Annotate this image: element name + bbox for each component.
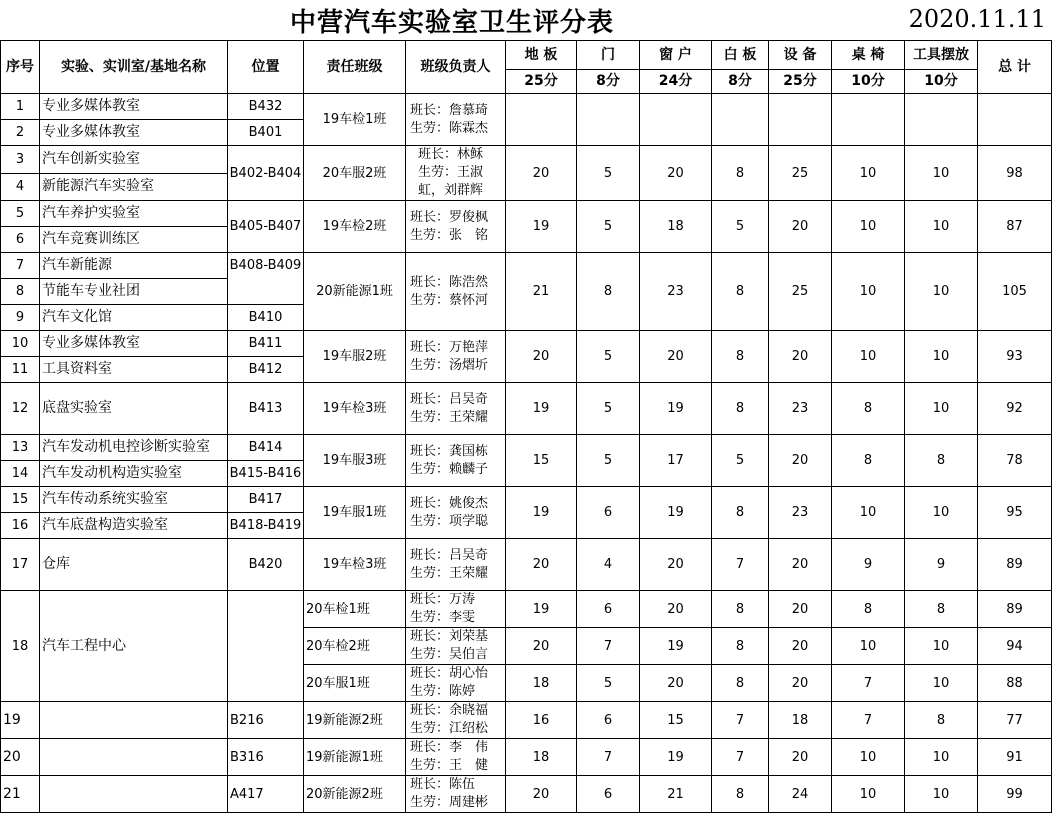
leader-line: 生劳：王荣耀 (410, 409, 489, 425)
window-max: 24分 (640, 70, 712, 94)
seq-cell: 12 (1, 383, 40, 435)
score-cell: 7 (712, 739, 769, 776)
seq-cell: 15 (1, 487, 40, 513)
score-cell: 10 (905, 383, 978, 435)
header-name: 实验、实训室/基地名称 (40, 41, 228, 94)
table-row (1, 776, 1052, 813)
total-cell: 78 (978, 435, 1052, 487)
score-cell: 5 (712, 201, 769, 253)
leader-line: 生劳：项学聪 (410, 513, 489, 529)
room-name: 工具资料室 (40, 357, 228, 383)
room-name: 汽车新能源 (40, 253, 228, 279)
leader-line: 生劳：李雯 (410, 610, 476, 625)
room-name: 汽车文化馆 (40, 305, 228, 331)
score-cell: 8 (832, 435, 905, 487)
score-cell: 15 (640, 702, 712, 739)
score-cell: 17 (640, 435, 712, 487)
score-cell: 18 (640, 201, 712, 253)
table-row (1, 487, 1052, 513)
leader-line: 班长：胡心怡 (410, 666, 489, 681)
total-cell: 77 (978, 702, 1052, 739)
door-max: 8分 (577, 70, 640, 94)
seq-cell: 7 (1, 253, 40, 279)
score-cell: 20 (769, 628, 832, 665)
table-row (1, 201, 1052, 227)
score-cell: 19 (640, 383, 712, 435)
leader-line: 生劳：周建彬 (410, 795, 489, 810)
equip-max: 25分 (769, 70, 832, 94)
score-cell: 5 (577, 331, 640, 383)
room-location: B412 (228, 357, 304, 383)
class-cell: 20车服1班 (304, 665, 406, 702)
score-cell: 18 (769, 702, 832, 739)
header-class: 责任班级 (304, 41, 406, 94)
score-cell: 6 (577, 487, 640, 539)
score-cell: 10 (832, 201, 905, 253)
score-cell: 10 (905, 201, 978, 253)
room-location: B316 (228, 739, 304, 776)
leader-line: 班长：万涛 (410, 592, 476, 607)
table-row (1, 702, 1052, 739)
leader-line: 班长：罗俊枫 (410, 209, 489, 225)
header-door: 门 (577, 41, 640, 70)
total-cell: 99 (978, 776, 1052, 813)
leader-line: 生劳：王 健 (410, 758, 489, 773)
leader-line: 班长：林稣 (418, 147, 484, 162)
score-cell: 19 (506, 487, 577, 539)
floor-max: 25分 (506, 70, 577, 94)
total-cell: 89 (978, 591, 1052, 628)
score-cell: 16 (506, 702, 577, 739)
score-cell: 8 (712, 487, 769, 539)
leader-cell (406, 253, 506, 331)
room-name: 汽车发动机构造实验室 (40, 461, 228, 487)
score-cell: 18 (506, 665, 577, 702)
room-name: 汽车传动系统实验室 (40, 487, 228, 513)
score-cell: 5 (577, 383, 640, 435)
room-name: 新能源汽车实验室 (40, 173, 228, 201)
room-name: 专业多媒体教室 (40, 120, 228, 146)
total-cell: 98 (978, 146, 1052, 201)
score-cell: 5 (577, 435, 640, 487)
score-cell (577, 94, 640, 146)
score-cell: 20 (769, 739, 832, 776)
score-cell: 8 (712, 383, 769, 435)
seq-cell: 13 (1, 435, 40, 461)
leader-line: 班长：詹慕琦 (410, 102, 489, 118)
leader-line: 生劳：陈霖杰 (410, 120, 489, 136)
score-cell: 10 (905, 739, 978, 776)
leader-line: 生劳：吴伯言 (410, 647, 489, 662)
leader-line: 班长：李 伟 (410, 740, 489, 755)
class-cell: 20新能源1班 (304, 253, 406, 331)
score-cell: 20 (640, 591, 712, 628)
table-row (1, 539, 1052, 591)
leader-line: 班长：陈浩然 (410, 274, 489, 290)
table-row (1, 383, 1052, 435)
score-cell: 8 (712, 776, 769, 813)
seq-cell: 8 (1, 279, 40, 305)
score-cell: 8 (832, 591, 905, 628)
leader-cell (406, 665, 506, 702)
score-cell: 23 (769, 487, 832, 539)
seq-cell: 6 (1, 227, 40, 253)
class-cell: 19车检3班 (304, 539, 406, 591)
room-name: 汽车底盘构造实验室 (40, 513, 228, 539)
leader-line: 班长：龚国栋 (410, 443, 489, 459)
room-location: B418-B419 (228, 513, 304, 539)
score-cell: 19 (506, 591, 577, 628)
leader-line: 班长：吕吴奇 (410, 391, 489, 407)
leader-cell (406, 628, 506, 665)
score-cell: 10 (905, 253, 978, 331)
seq-cell: 20 (1, 739, 40, 776)
leader-line: 生劳：张 铭 (410, 227, 489, 243)
total-cell: 88 (978, 665, 1052, 702)
score-cell: 8 (712, 665, 769, 702)
leader-cell (406, 383, 506, 435)
room-name: 仓库 (40, 539, 228, 591)
leader-line: 生劳：赖麟子 (410, 461, 489, 477)
header-floor: 地 板 (506, 41, 577, 70)
score-cell: 10 (905, 146, 978, 201)
seq-cell: 16 (1, 513, 40, 539)
class-cell: 19车检3班 (304, 383, 406, 435)
score-cell: 8 (712, 253, 769, 331)
score-cell: 21 (506, 253, 577, 331)
score-cell: 19 (506, 201, 577, 253)
leader-cell (406, 331, 506, 383)
seq-cell: 10 (1, 331, 40, 357)
leader-cell (406, 776, 506, 813)
class-cell: 20车检2班 (304, 628, 406, 665)
score-cell: 20 (640, 331, 712, 383)
score-cell: 10 (832, 628, 905, 665)
leader-line: 班长：万艳萍 (410, 339, 489, 355)
score-cell (506, 94, 577, 146)
score-cell: 9 (905, 539, 978, 591)
leader-line: 班长：吕吴奇 (410, 547, 489, 563)
room-location: B432 (228, 94, 304, 120)
leader-line: 生劳：蔡怀河 (410, 292, 489, 308)
room-location: B405-B407 (228, 201, 304, 253)
score-cell: 25 (769, 146, 832, 201)
leader-cell (406, 591, 506, 628)
leader-line: 生劳：王淑虹，刘群辉 (418, 165, 484, 198)
score-cell: 19 (640, 739, 712, 776)
score-cell: 20 (506, 146, 577, 201)
desk-max: 10分 (832, 70, 905, 94)
score-cell: 9 (832, 539, 905, 591)
score-cell: 19 (640, 487, 712, 539)
leader-cell (406, 487, 506, 539)
score-cell: 10 (832, 253, 905, 331)
seq-cell: 3 (1, 146, 40, 174)
leader-line: 生劳：江绍松 (410, 721, 489, 736)
score-cell: 20 (640, 146, 712, 201)
leader-cell (406, 539, 506, 591)
leader-cell (406, 435, 506, 487)
room-name: 汽车发动机电控诊断实验室 (40, 435, 228, 461)
score-table (0, 40, 1052, 813)
score-cell: 10 (832, 146, 905, 201)
score-cell: 5 (712, 435, 769, 487)
score-cell: 10 (832, 739, 905, 776)
score-cell: 8 (577, 253, 640, 331)
table-row (1, 146, 1052, 174)
room-name: 汽车养护实验室 (40, 201, 228, 227)
score-cell: 10 (905, 331, 978, 383)
total-cell (978, 94, 1052, 146)
score-cell: 20 (506, 628, 577, 665)
total-cell: 105 (978, 253, 1052, 331)
score-cell: 4 (577, 539, 640, 591)
score-cell: 7 (832, 665, 905, 702)
score-cell: 7 (577, 628, 640, 665)
score-cell (640, 94, 712, 146)
table-row (1, 253, 1052, 279)
room-location: B408-B409 (228, 253, 304, 305)
seq-cell: 9 (1, 305, 40, 331)
score-cell: 23 (640, 253, 712, 331)
score-cell: 10 (832, 331, 905, 383)
header-board: 白 板 (712, 41, 769, 70)
room-location: B420 (228, 539, 304, 591)
class-cell: 19车服1班 (304, 487, 406, 539)
total-cell: 93 (978, 331, 1052, 383)
room-name: 汽车创新实验室 (40, 146, 228, 174)
score-cell: 10 (905, 487, 978, 539)
leader-line: 生劳：陈婷 (410, 684, 476, 699)
leader-cell (406, 94, 506, 146)
room-location: B402-B404 (228, 146, 304, 201)
room-name (40, 776, 228, 813)
seq-cell: 4 (1, 173, 40, 201)
score-cell: 5 (577, 665, 640, 702)
score-cell: 19 (640, 628, 712, 665)
score-cell: 6 (577, 776, 640, 813)
score-cell: 20 (506, 539, 577, 591)
score-cell: 10 (905, 628, 978, 665)
seq-cell: 1 (1, 94, 40, 120)
seq-cell: 11 (1, 357, 40, 383)
score-cell: 8 (712, 331, 769, 383)
header-location: 位置 (228, 41, 304, 94)
score-cell: 20 (769, 435, 832, 487)
date-label: 2020.11.11 (908, 5, 1046, 33)
leader-line: 生劳：王荣耀 (410, 565, 489, 581)
total-cell: 92 (978, 383, 1052, 435)
score-cell: 7 (712, 539, 769, 591)
leader-line: 班长：余晓福 (410, 703, 489, 718)
seq-cell: 5 (1, 201, 40, 227)
leader-line: 班长：陈伍 (410, 777, 476, 792)
class-cell: 19车检1班 (304, 94, 406, 146)
table-row (1, 331, 1052, 357)
score-cell: 8 (905, 591, 978, 628)
class-cell: 19新能源2班 (304, 702, 406, 739)
page-title: 中营汽车实验室卫生评分表 (290, 8, 615, 38)
leader-cell (406, 146, 506, 201)
score-cell: 5 (577, 146, 640, 201)
header-leader: 班级负责人 (406, 41, 506, 94)
score-cell: 21 (640, 776, 712, 813)
room-location: B417 (228, 487, 304, 513)
score-cell: 25 (769, 253, 832, 331)
score-cell: 15 (506, 435, 577, 487)
header-seq: 序号 (1, 41, 40, 94)
board-max: 8分 (712, 70, 769, 94)
total-cell: 94 (978, 628, 1052, 665)
seq-cell: 18 (1, 591, 40, 702)
score-cell (905, 94, 978, 146)
total-cell: 87 (978, 201, 1052, 253)
score-cell: 24 (769, 776, 832, 813)
score-cell: 20 (506, 331, 577, 383)
seq-cell: 2 (1, 120, 40, 146)
score-cell: 20 (640, 665, 712, 702)
score-cell: 20 (769, 539, 832, 591)
score-cell: 10 (905, 776, 978, 813)
table-row (1, 435, 1052, 461)
room-location: B411 (228, 331, 304, 357)
score-cell: 18 (506, 739, 577, 776)
score-cell: 8 (905, 435, 978, 487)
room-location: A417 (228, 776, 304, 813)
room-location: B410 (228, 305, 304, 331)
class-cell: 20车服2班 (304, 146, 406, 201)
score-cell: 20 (769, 201, 832, 253)
score-cell: 10 (905, 665, 978, 702)
seq-cell: 17 (1, 539, 40, 591)
room-name: 专业多媒体教室 (40, 94, 228, 120)
room-location: B415-B416 (228, 461, 304, 487)
header-total: 总 计 (978, 41, 1052, 94)
room-name: 底盘实验室 (40, 383, 228, 435)
class-cell: 19新能源1班 (304, 739, 406, 776)
room-name (40, 739, 228, 776)
total-cell: 89 (978, 539, 1052, 591)
room-name (40, 702, 228, 739)
header-tools: 工具摆放 (905, 41, 978, 70)
leader-line: 生劳：汤熠圻 (410, 357, 489, 373)
class-cell: 19车检2班 (304, 201, 406, 253)
room-location: B216 (228, 702, 304, 739)
score-cell: 20 (769, 331, 832, 383)
score-cell: 10 (832, 487, 905, 539)
class-cell: 20车检1班 (304, 591, 406, 628)
room-name: 专业多媒体教室 (40, 331, 228, 357)
score-cell: 5 (577, 201, 640, 253)
room-location: B414 (228, 435, 304, 461)
room-name: 节能车专业社团 (40, 279, 228, 305)
score-cell: 20 (506, 776, 577, 813)
header-desk: 桌 椅 (832, 41, 905, 70)
score-cell: 19 (506, 383, 577, 435)
total-cell: 95 (978, 487, 1052, 539)
score-cell: 8 (712, 591, 769, 628)
room-location (228, 591, 304, 702)
table-row (1, 739, 1052, 776)
score-cell: 8 (712, 146, 769, 201)
leader-cell (406, 201, 506, 253)
score-cell: 8 (712, 628, 769, 665)
score-cell: 10 (832, 776, 905, 813)
seq-cell: 14 (1, 461, 40, 487)
score-cell: 20 (769, 665, 832, 702)
tools-max: 10分 (905, 70, 978, 94)
score-cell: 6 (577, 702, 640, 739)
score-cell: 8 (905, 702, 978, 739)
class-cell: 20新能源2班 (304, 776, 406, 813)
room-name: 汽车工程中心 (40, 591, 228, 702)
header-row (1, 41, 1052, 70)
seq-cell: 21 (1, 776, 40, 813)
header-equip: 设 备 (769, 41, 832, 70)
leader-line: 班长：姚俊杰 (410, 495, 489, 511)
score-cell: 6 (577, 591, 640, 628)
seq-cell: 19 (1, 702, 40, 739)
leader-cell (406, 702, 506, 739)
table-row (1, 591, 1052, 628)
class-cell: 19车服2班 (304, 331, 406, 383)
room-location: B413 (228, 383, 304, 435)
score-cell: 7 (832, 702, 905, 739)
score-cell: 8 (832, 383, 905, 435)
total-cell: 91 (978, 739, 1052, 776)
score-cell: 20 (640, 539, 712, 591)
score-cell: 23 (769, 383, 832, 435)
score-cell (832, 94, 905, 146)
score-cell: 7 (577, 739, 640, 776)
score-cell: 20 (769, 591, 832, 628)
leader-cell (406, 739, 506, 776)
title-bar (0, 0, 1052, 41)
table-row (1, 94, 1052, 120)
room-location: B401 (228, 120, 304, 146)
score-cell (769, 94, 832, 146)
score-cell (712, 94, 769, 146)
table-body (1, 41, 1052, 813)
room-name: 汽车竞赛训练区 (40, 227, 228, 253)
class-cell: 19车服3班 (304, 435, 406, 487)
score-cell: 7 (712, 702, 769, 739)
header-window: 窗 户 (640, 41, 712, 70)
leader-line: 班长：刘荣基 (410, 629, 489, 644)
